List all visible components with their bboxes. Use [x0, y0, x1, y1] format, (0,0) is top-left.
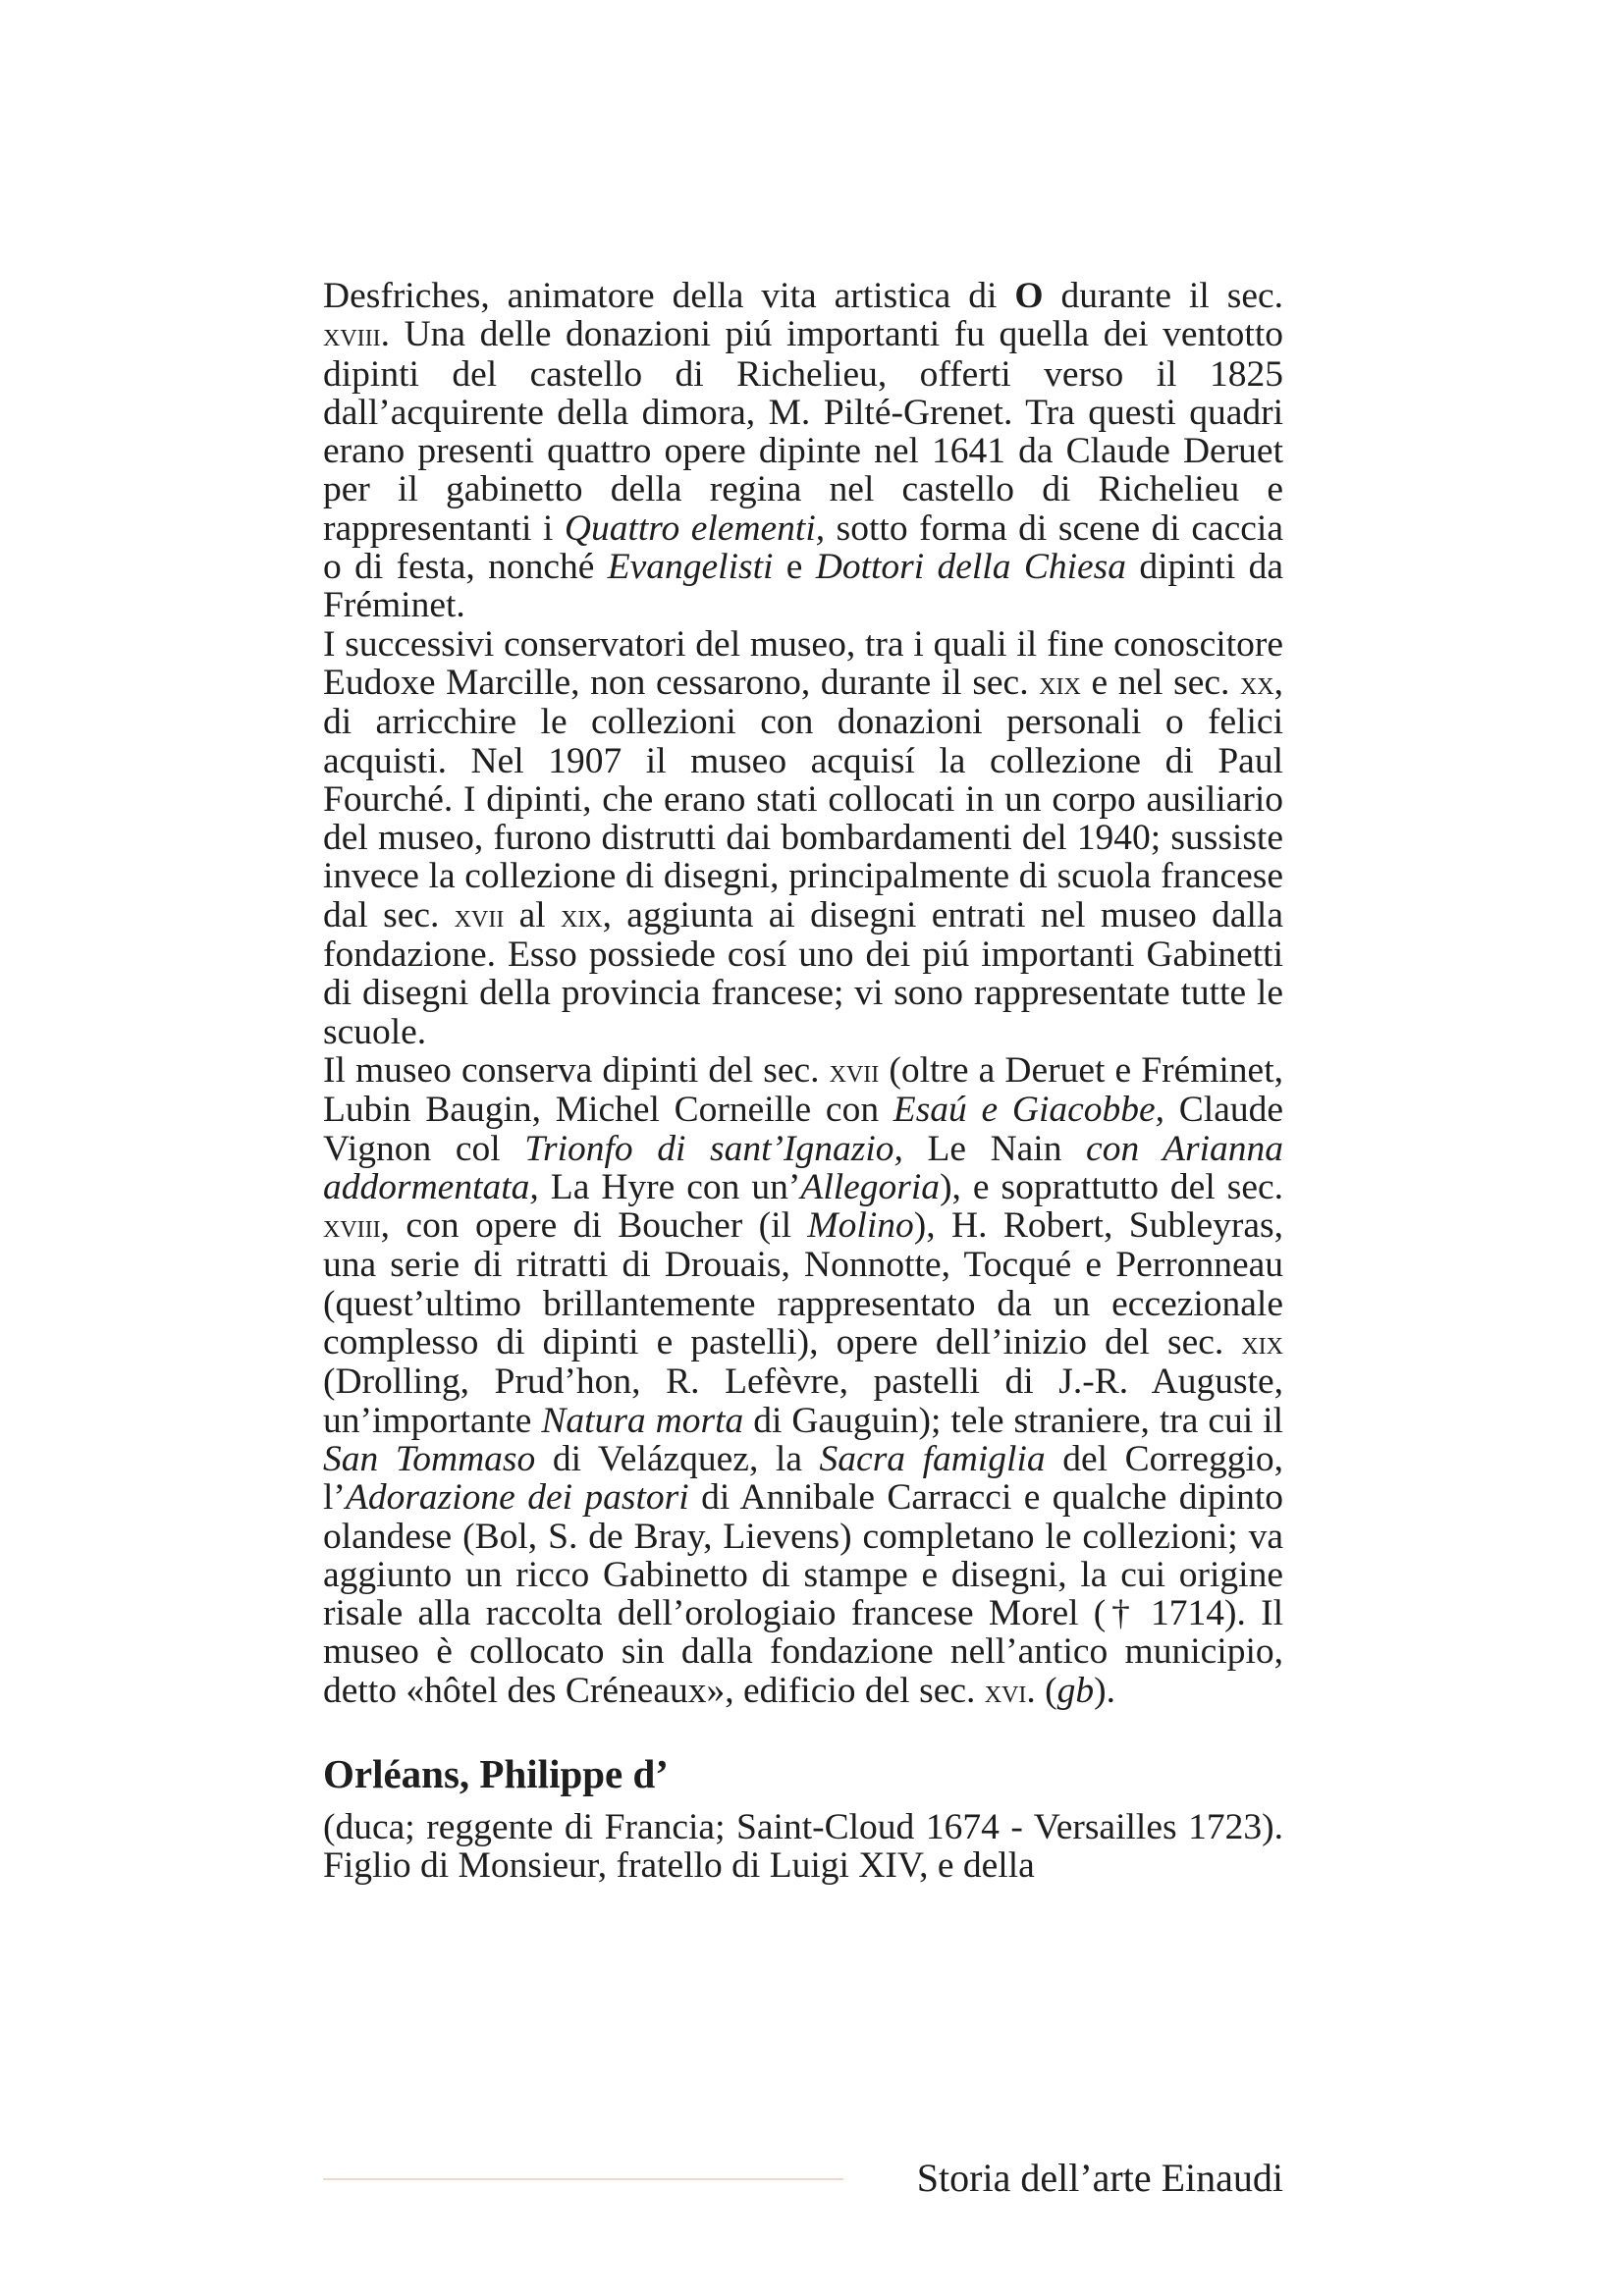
italic-run: Sacra famiglia — [819, 1438, 1046, 1479]
footer-rule — [323, 2178, 843, 2180]
text-run: , di arricchire le collezioni con donazioni personali o felici acquisti. Nel 1907 il museo acquisí la collezione di Paul Fourché. I dipinti, che erano stati collocati in un corpo ausiliario del museo, furono distrutti dai bombardamenti del 1940; sussiste invece la collezione di disegni, principalmente di scuola francese dal sec. — [323, 662, 1284, 935]
text-run: di Annibale Carracci e qualche dipinto olandese (Bol, S. de Bray, Lievens) completano le collezioni; va aggiunto un ricco Gabinetto di stampe e disegni, la cui origine risale alla raccolta dell’orologiaio francese Morel († 1714). Il museo è collocato sin dalla fondazione nell’antico municipio, detto «hôtel des Créneaux», edificio del sec. — [323, 1477, 1284, 1711]
paragraph — [323, 1808, 1283, 1886]
text-run: . ( — [1026, 1670, 1057, 1711]
smallcaps-run: xix — [560, 896, 603, 934]
smallcaps-run: xvi — [984, 1672, 1027, 1710]
text-run: Il museo conserva dipinti del sec. — [323, 1049, 830, 1091]
text-run: , aggiunta ai disegni entrati nel museo dalla fondazione. Esso possiede cosí uno dei piú importanti Gabinetti di disegni della provincia francese; vi sono rappresentate tutte le scuole. — [323, 894, 1283, 1052]
italic-run: San Tommaso — [323, 1438, 536, 1479]
paragraph — [323, 277, 1283, 625]
text-run: ), H. Robert, Subleyras, una serie di ritratti di Drouais, Nonnotte, Tocqué e Perronneau (quest’ultimo brillantemente rappresentato da un eccezionale complesso di dipinti e pastelli), opere dell’inizio del sec. — [323, 1205, 1284, 1363]
italic-run: Molino — [807, 1205, 914, 1247]
text-run: e — [773, 547, 816, 588]
text-run: Desfriches, animatore della vita artistica di — [323, 276, 1015, 316]
text-run: (duca; reggente di Francia; Saint-Cloud 1674 - Versailles 1723). Figlio di Monsieur, fratello di Luigi XIV, e della — [323, 1806, 1283, 1887]
paragraph — [323, 625, 1283, 1051]
smallcaps-run: xx — [1239, 664, 1274, 702]
text-run: dipinti da Fréminet. — [323, 547, 1283, 626]
text-run: La Hyre con un’ — [538, 1166, 801, 1207]
text-run: di Gauguin); tele straniere, tra cui il — [743, 1400, 1283, 1441]
text-run: ), e soprattutto del sec. — [940, 1166, 1283, 1207]
text-run: (oltre a Deruet e Fréminet, Lubin Baugin, Michel Corneille con — [323, 1049, 1283, 1131]
text-run: e nel sec. — [1080, 662, 1240, 703]
text-run: di Velázquez, la — [535, 1438, 820, 1479]
text-column — [323, 277, 1283, 1886]
paragraph — [323, 1051, 1283, 1711]
italic-run: Trionfo di sant’Ignazio, — [524, 1128, 903, 1169]
italic-run: Evangelisti — [607, 547, 774, 588]
text-run: durante il sec. — [1043, 276, 1283, 316]
smallcaps-run: xix — [1039, 664, 1081, 702]
italic-run: Natura morta — [541, 1400, 744, 1441]
italic-run: Adorazione dei pastori — [345, 1477, 689, 1519]
text-run: I successivi conservatori del museo, tra i quali il fine conoscitore Eudoxe Marcille, non cessarono, durante il sec. — [323, 623, 1283, 703]
smallcaps-run: xvii — [454, 896, 505, 934]
text-run: Le Nain — [902, 1128, 1087, 1169]
text-run: Claude Vignon col — [323, 1090, 1283, 1169]
smallcaps-run: xvii — [829, 1051, 880, 1090]
italic-run: gb — [1056, 1670, 1095, 1711]
italic-run: Quattro elementi, — [564, 507, 826, 549]
italic-run: Esaú e Giacobbe, — [893, 1090, 1165, 1131]
text-run: , con opere di Boucher (il — [380, 1205, 808, 1247]
text-run: (Drolling, Prud’hon, R. Lefèvre, pastelli di J.-R. Auguste, un’importante — [323, 1362, 1283, 1441]
footer-title: Storia dell’arte Einaudi — [916, 2156, 1283, 2200]
text-run: ). — [1094, 1670, 1116, 1711]
italic-run: con Arianna addormentata, — [323, 1128, 1284, 1207]
text-run: sotto forma di scene di caccia o di festa, nonché — [323, 507, 1283, 588]
smallcaps-run: xviii — [323, 1207, 381, 1246]
text-run: . Una delle donazioni piú importanti fu quella dei ventotto dipinti del castello di Richelieu, offerti verso il 1825 dall’acquirente della dimora, M. Pilté-Grenet. Tra questi quadri erano presenti quattro opere dipinte nel 1641 da Claude Deruet per il gabinetto della regina nel castello di Richelieu e rappresentanti i — [323, 314, 1283, 549]
text-run: al — [504, 894, 561, 935]
italic-run: Allegoria — [800, 1166, 941, 1207]
bold-run: O — [1014, 276, 1044, 316]
smallcaps-run: xviii — [323, 316, 381, 354]
smallcaps-run: xix — [1241, 1324, 1283, 1362]
text-run: del Correggio, l’ — [323, 1438, 1284, 1519]
italic-run: Dottori della Chiesa — [815, 547, 1126, 588]
entry-heading: Orléans, Philippe d’ — [323, 1750, 669, 1796]
